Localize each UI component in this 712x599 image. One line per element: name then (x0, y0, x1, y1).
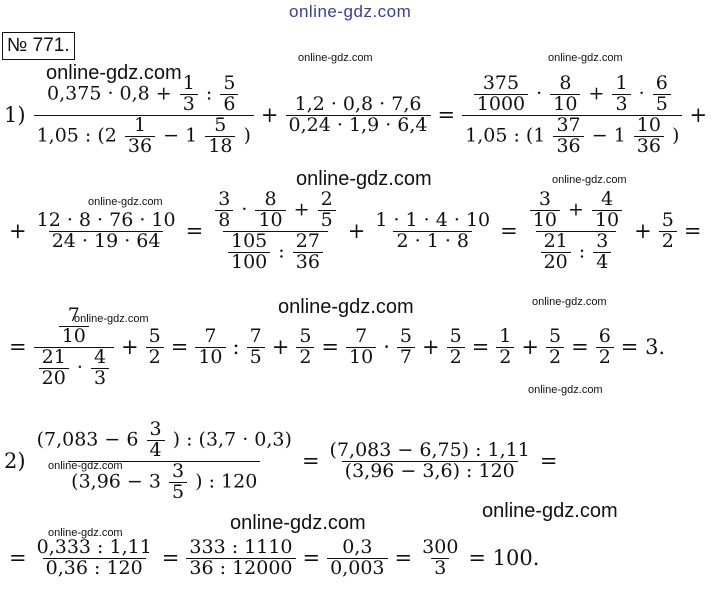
watermark-small: online-gdz.com (532, 296, 607, 308)
watermark-small: online-gdz.com (88, 196, 163, 208)
fraction: $\frac{3}{8}$ · $\frac{8}{10}$ + $\frac{2}{5}$ $\frac{105}{100}$ : $\frac{27}{36}$ (210, 190, 341, 273)
part-label: 1) (4, 103, 26, 128)
part2-line1: 2) (7,083 − 6 $\frac{3}{4}$ ) : (3,7 · 0,3) (3,96 − 3 $\frac{3}{5}$ ) : 120 = $\frac{(7,083 - 6,75) : 1,11}{(3,96 - 3,6) : 120}$ = (4, 418, 558, 503)
fraction: $\frac{300}{3}$ (422, 536, 459, 579)
watermark: online-gdz.com (278, 296, 414, 318)
part1-line1: 1) 0,375 · 0,8 + $\frac{1}{3}$ : $\frac{5}{6}$ 1,05 : (2 $\frac{1}{36}$ − 1 $\frac{5}{18}$ ) + $\frac{1,2 \cdot 0,8 \cdot 7,6}{0,24 \cdot 1,9 \cdot 6,4}$ = $\frac{375}{1000}$ · $\frac{8}{10}$ + $\frac{1}{3}$ · $\frac{6}{5}$ 1,05 : (1 $\frac{37}{36}$ − 1 $\frac{10}{36}$ ) + (4, 72, 708, 157)
fraction: $\frac{(7,083 - 6,75) : 1,11}{(3,96 - 3,6) : 120}$ (329, 438, 530, 482)
fraction: $\frac{7}{10}$ (346, 327, 376, 368)
fraction: $\frac{7}{10}$ $\frac{21}{20}$ · $\frac{4}{3}$ (34, 306, 114, 389)
fraction: $\frac{1,2 \cdot 0,8 \cdot 7,6}{0,24 \cdot 1,9 \cdot 6,4}$ (286, 95, 431, 136)
fraction: $\frac{6}{2}$ (596, 327, 614, 368)
part1-line2: + $\frac{12 \cdot 8 \cdot 76 \cdot 10}{24 \cdot 19 \cdot 64}$ = $\frac{3}{8}$ · $\frac{8}{10}$ + $\frac{2}{5}$ $\frac{105}{100}$ : $\frac{27}{36}$ + $\frac{1 \cdot 1 \cdot 4 \cdot 10}{2 \cdot 1 \cdot 8}$ = $\frac{3}{10}$ + $\frac{4}{10}$ $\frac{21}{20}$ : $\frac{3}{4}$ + $\frac{5}{2}$ = (9, 188, 702, 273)
fraction: $\frac{3}{10}$ + $\frac{4}{10}$ $\frac{21}{20}$ : $\frac{3}{4}$ (525, 190, 627, 273)
watermark: online-gdz.com (46, 62, 182, 84)
fraction: $\frac{0,3}{0,003}$ (327, 538, 387, 579)
fraction: $\frac{1}{2}$ (496, 327, 514, 368)
fraction: $\frac{333 : 1110}{36 : 12000}$ (186, 538, 295, 579)
fraction: $\frac{7}{10}$ (195, 327, 225, 368)
task-number: № 771. (2, 32, 75, 60)
watermark-header: online-gdz.com (289, 2, 412, 21)
watermark-small: online-gdz.com (298, 52, 373, 64)
watermark-small: online-gdz.com (528, 384, 603, 396)
fraction: $\frac{5}{2}$ (546, 327, 564, 368)
fraction: $\frac{375}{1000}$ · $\frac{8}{10}$ + $\frac{1}{3}$ · $\frac{6}{5}$ 1,05 : (1 $\frac{37}{36}$ − 1 $\frac{10}{36}$ ) (462, 74, 682, 157)
part1-line3: = $\frac{7}{10}$ $\frac{21}{20}$ · $\frac{4}{3}$ + $\frac{5}{2}$ = $\frac{7}{10}$ : $\frac{7}{5}$ + $\frac{5}{2}$ = $\frac{7}{10}$ · $\frac{5}{7}$ + $\frac{5}{2}$ = $\frac{1}{2}$ + $\frac{5}{2}$ = $\frac{6}{2}$ = 3. (9, 304, 666, 389)
fraction: $\frac{1 \cdot 1 \cdot 4 \cdot 10}{2 \cdot 1 \cdot 8}$ (375, 208, 491, 252)
fraction: $\frac{5}{2}$ (447, 327, 465, 368)
result: = 100. (468, 546, 540, 571)
watermark-small: online-gdz.com (548, 52, 623, 64)
part-label: 2) (4, 449, 26, 474)
fraction: $\frac{7}{5}$ (247, 327, 265, 368)
fraction: $\frac{5}{2}$ (146, 327, 164, 368)
fraction: $\frac{5}{2}$ (659, 211, 677, 252)
watermark: online-gdz.com (296, 168, 432, 190)
fraction: $\frac{5}{2}$ (296, 327, 314, 368)
fraction: $\frac{0,333 : 1,11}{0,36 : 120}$ (36, 536, 152, 579)
watermark-small: online-gdz.com (48, 527, 123, 539)
fraction: 0,375 · 0,8 + $\frac{1}{3}$ : $\frac{5}{6}$ 1,05 : (2 $\frac{1}{36}$ − 1 $\frac{5}{18}$ ) (34, 74, 254, 157)
watermark: online-gdz.com (482, 500, 618, 522)
fraction: (7,083 − 6 $\frac{3}{4}$ ) : (3,7 · 0,3) (3,96 − 3 $\frac{3}{5}$ ) : 120 (36, 418, 292, 503)
watermark: online-gdz.com (230, 512, 366, 534)
part2-line2: = $\frac{0,333 : 1,11}{0,36 : 120}$ = $\frac{333 : 1110}{36 : 12000}$ = $\frac{0,3}{0,003}$ = $\frac{300}{3}$ = 100. (9, 536, 540, 579)
result: = 3. (620, 335, 666, 360)
watermark-small: online-gdz.com (74, 313, 149, 325)
fraction: $\frac{12 \cdot 8 \cdot 76 \cdot 10}{24 \cdot 19 \cdot 64}$ (36, 208, 176, 252)
fraction: $\frac{5}{7}$ (397, 327, 415, 368)
watermark-small: online-gdz.com (552, 174, 627, 186)
watermark-small: online-gdz.com (48, 460, 123, 472)
